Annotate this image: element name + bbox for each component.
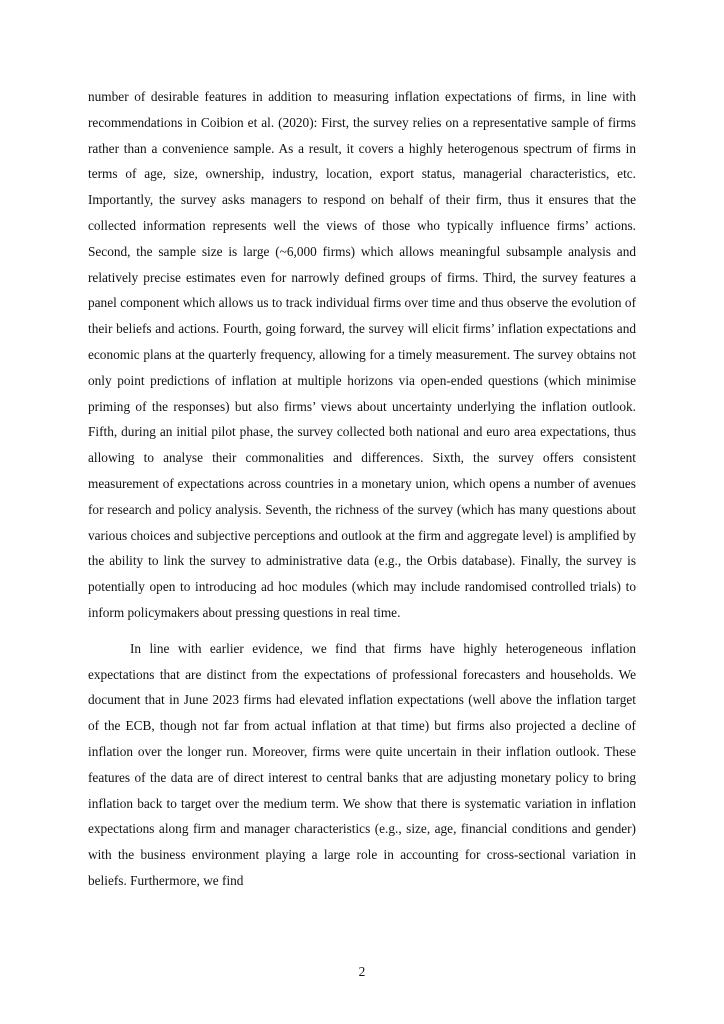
page-number: 2	[358, 964, 366, 979]
page-body	[88, 84, 636, 894]
paragraph-findings: In line with earlier evidence, we find that firms have highly heterogeneous inflation expectations that are distinct from the expectations of professional forecasters and households. We document that in June 2023 firms had elevated inflation expectations (well above the inflation target of the ECB, though not far from actual inflation at that time) but firms also projected a decline of inflation over the longer run. Moreover, firms were quite uncertain in their inflation outlook. These features of the data are of direct interest to central banks that are adjusting monetary policy to bring inflation back to target over the medium term. We show that there is systematic variation in inflation expectations along firm and manager characteristics (e.g., size, age, financial conditions and gender) with the business environment playing a large role in accounting for cross-sectional variation in beliefs. Furthermore, we find	[88, 640, 636, 888]
paragraph-survey-features: number of desirable features in addition to measuring inflation expectations of firms, in line with recommendations in Coibion et al. (2020): First, the survey relies on a representative sample of firms rather than a convenience sample. As a result, it covers a highly heterogenous spectrum of firms in terms of age, size, ownership, industry, location, export status, managerial characteristics, etc. Importantly, the survey asks managers to respond on behalf of their firm, thus it ensures that the collected information represents well the views of those who typically influence firms’ actions. Second, the sample size is large (~6,000 firms) which allows meaningful subsample analysis and relatively precise estimates even for narrowly defined groups of firms. Third, the survey features a panel component which allows us to track individual firms over time and thus observe the evolution of their beliefs and actions. Fourth, going forward, the survey will elicit firms’ inflation expectations and economic plans at the quarterly frequency, allowing for a timely measurement. The survey obtains not only point predictions of inflation at multiple horizons via open-ended questions (which minimise priming of the responses) but also firms’ views about uncertainty underlying the inflation outlook. Fifth, during an initial pilot phase, the survey collected both national and euro area expectations, thus allowing to analyse their commonalities and differences. Sixth, the survey offers consistent measurement of expectations across countries in a monetary union, which opens a number of avenues for research and policy analysis. Seventh, the richness of the survey (which has many questions about various choices and subjective perceptions and outlook at the firm and aggregate level) is amplified by the ability to link the survey to administrative data (e.g., the Orbis database). Finally, the survey is potentially open to introducing ad hoc modules (which may include randomised controlled trials) to inform policymakers about pressing questions in real time.	[88, 89, 636, 620]
